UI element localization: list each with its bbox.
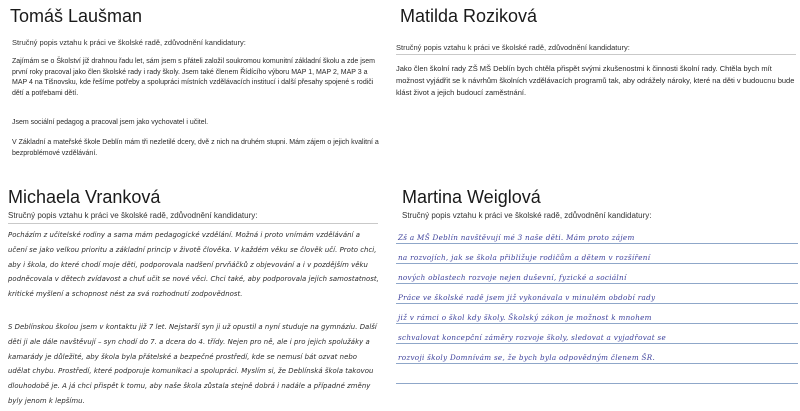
prompt-underline — [8, 223, 378, 224]
handwritten-line: schvalovat koncepční záměry rozvoje školy, sledovat a vyjadřovat se — [398, 333, 667, 342]
handwritten-line: rozvoji školy Domnívám se, že bych byla odpovědným členem ŠR. — [398, 353, 656, 362]
statement-paragraph: Zajímám se o Školství již drahnou řadu let, sám jsem s přáteli založil soukromou komunitní základní školu a zde jsem první roky pracoval jako člen školské rady i rady školy. Jsem také členem Řídícího výboru MAP 1, MAP 2, MAP 3 a MAP 4 na Tišnovsku, kde řešíme potřeby a spolupráci místních vzdělávacích institucí i další přesahy spojené s rodiči dětí a potřebami dětí. — [12, 58, 375, 97]
candidacy-prompt: Stručný popis vztahu k práci ve školské radě, zdůvodnění kandidatury: — [396, 43, 630, 52]
prompt-underline — [396, 54, 796, 55]
candidate-panel-weiglová — [396, 183, 800, 411]
handwritten-line: nových oblastech rozvoje nejen duševní, fyzické a sociální — [398, 273, 627, 282]
handwritten-line: Práce ve školské radě jsem již vykonávala v minulém období rady — [398, 293, 656, 302]
handwritten-line: na rozvojích, jak se škola přibližuje rodičům a dětem v rozšíření — [398, 253, 651, 262]
statement-paragraph: V Základní a mateřské škole Deblín mám tři nezletilé dcery, dvě z nich na druhém stupni. Mám zájem o jejich kvalitní a bezproblémové vzdělávání. — [12, 139, 379, 157]
candidacy-prompt: Stručný popis vztahu k práci ve školské radě, zdůvodnění kandidatury: — [12, 38, 246, 47]
candidate-panel-roziková — [396, 0, 800, 180]
handwritten-line: Zš a MŠ Deblín navštěvují mé 3 naše děti. Mám proto zájem — [398, 233, 635, 242]
statement-paragraph: Jsem sociální pedagog a pracoval jsem jako vychovatel i učitel. — [12, 119, 209, 126]
ruled-line — [396, 303, 798, 304]
ruled-line — [396, 243, 798, 244]
handwritten-line: již v rámci o škol kdy školy. Školský zákon je možnost k mnohem — [398, 313, 652, 322]
ruled-line — [396, 383, 798, 384]
candidacy-prompt: Stručný popis vztahu k práci ve školské radě, zdůvodnění kandidatury: — [8, 211, 258, 220]
ruled-line — [396, 363, 798, 364]
candidate-panel-laušman — [0, 0, 390, 180]
candidate-name: Michaela Vranková — [8, 187, 161, 207]
candidate-name: Martina Weiglová — [402, 187, 541, 207]
statement-paragraph: Pocházím z učitelské rodiny a sama mám pedagogické vzdělání. Možná i proto vnímám vzdělávání a učení se jako velkou prioritu a základní princip v životě člověka. V každém věku se člověk učí. Proto chci, aby i škola, do které chodí moje děti, podporovala nadšení prvňáčků z objevování a i v pozdějším věku podněcovala v dětech zvídavost a chuť učit se nové věci. Chci také, aby podporovala jejich samostatnost, kritické myšlení a schopnost nést za svá rozhodnutí zodpovědnost. — [8, 231, 379, 299]
candidate-name: Matilda Roziková — [400, 6, 538, 26]
candidate-panel-vranková — [0, 183, 390, 411]
candidate-name: Tomáš Laušman — [10, 6, 143, 26]
statement-paragraph: S Deblínskou školou jsem v kontaktu již 7 let. Nejstarší syn ji už opustil a nyní studuje na gymnáziu. Další děti ji ale dále navštěvují – syn chodí do 7. a dcera do 4. třídy. Nejen pro ně, ale i pro jejich spolužáky a kamarády je důležité, aby škola byla přátelské a bezpečné prostředí, kde se nemusí bát ozvat nebo udělat chybu. Prostředí, které podporuje komunikaci a spolupráci. Myslím si, že Deblínská škola takovou dlouhodobě je. A já chci přispět k tomu, aby naše škola zůstala stejně dobrá i nadále a případné změny byly jenom k lepšímu. — [8, 323, 377, 405]
ruled-line — [396, 283, 798, 284]
ruled-line — [396, 323, 798, 324]
candidacy-prompt: Stručný popis vztahu k práci ve školské radě, zdůvodnění kandidatury: — [402, 211, 652, 220]
ruled-line — [396, 263, 798, 264]
statement-paragraph: Jako člen školní rady ZŠ MŠ Deblín bych chtěla přispět svými zkušenostmi k činnosti školní rady. Chtěla bych mít možnost vyjádřit se k návrhům školních vzdělávacích programů tak, aby odrážely nároky, které na děti v budoucnu bude klást život a jejich budoucí zaměstnání. — [396, 64, 795, 97]
ruled-line — [396, 343, 798, 344]
handwritten-answer-field — [396, 229, 798, 409]
